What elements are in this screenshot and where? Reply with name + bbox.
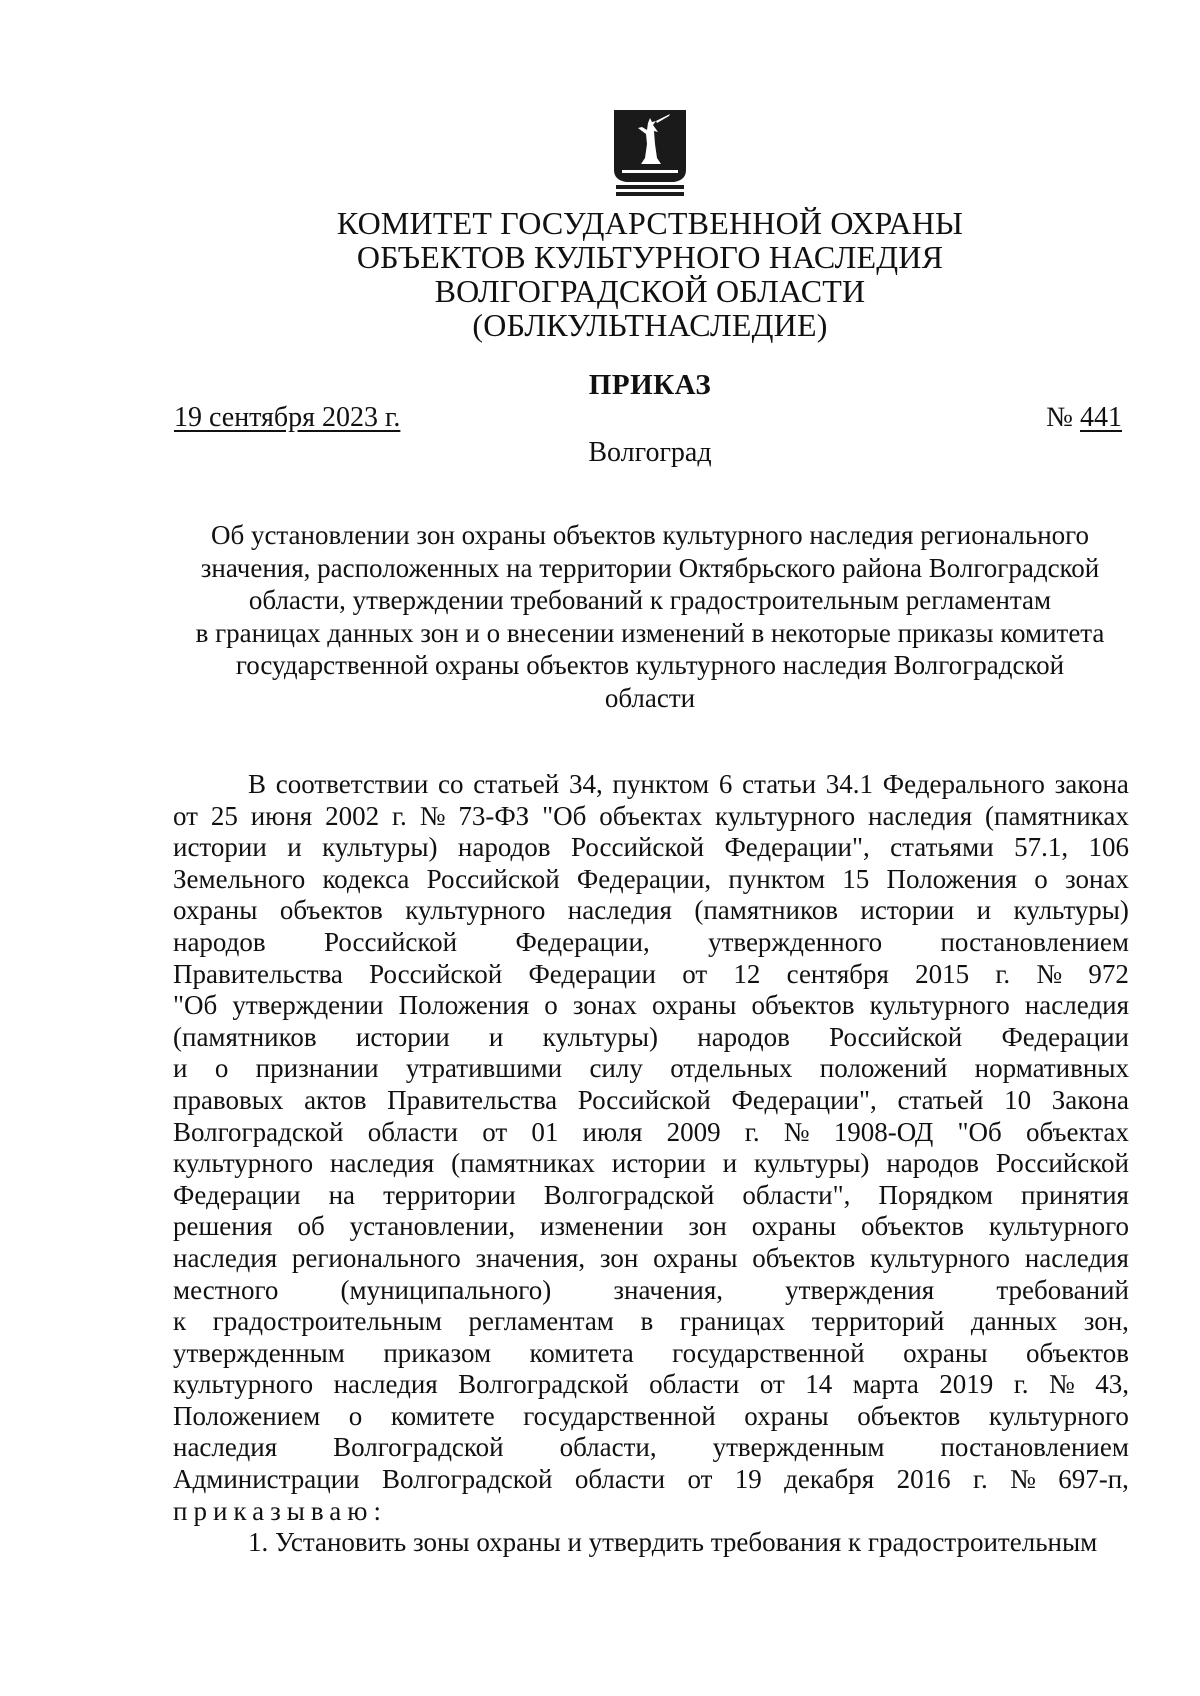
body-word: Федерации bbox=[173, 1179, 301, 1210]
body-word: Волгоградской bbox=[458, 1369, 629, 1400]
body-word: Волгоградской bbox=[543, 1179, 715, 1210]
body-word: местного bbox=[173, 1274, 279, 1305]
body-word: приказом bbox=[383, 1337, 492, 1368]
body-word: утвержденным bbox=[173, 1337, 345, 1368]
body-word: культурного bbox=[173, 1369, 314, 1400]
body-word: отдельных bbox=[670, 1053, 793, 1084]
body-word: "Об bbox=[542, 800, 587, 831]
body-word: о bbox=[348, 1400, 363, 1431]
body-word: июля bbox=[582, 1116, 643, 1147]
body-word: наследия bbox=[1024, 1242, 1129, 1273]
body-word: (памятниках bbox=[985, 800, 1129, 831]
body-word: комитета bbox=[529, 1337, 634, 1368]
body-word: статьи bbox=[742, 769, 817, 799]
body-line bbox=[173, 1527, 1129, 1559]
body-word: Волгоградской bbox=[381, 1464, 553, 1495]
body-word: сентября bbox=[786, 958, 889, 989]
body-line bbox=[173, 1117, 1129, 1149]
body-word: культурного bbox=[869, 1242, 1011, 1273]
title-line: государственной охраны объектов культурного наследия Волгоградской bbox=[235, 650, 1065, 681]
body-word: установлении, bbox=[349, 1211, 516, 1242]
body-word: Администрации bbox=[173, 1464, 360, 1495]
body-word: декабря bbox=[784, 1464, 875, 1495]
body-word: наследия bbox=[173, 1432, 278, 1463]
body-word: № bbox=[783, 1116, 810, 1147]
body-word: В bbox=[248, 769, 267, 799]
body-line bbox=[173, 1432, 1129, 1464]
body-word: области", bbox=[742, 1179, 851, 1210]
body-word: статьями bbox=[890, 832, 994, 863]
body-word: народов bbox=[173, 926, 266, 957]
body-word: 6 bbox=[718, 769, 733, 799]
body-word: г. bbox=[744, 1116, 760, 1147]
body-word: Российской bbox=[324, 926, 458, 957]
body-word: государственной bbox=[672, 1337, 865, 1368]
body-word: на bbox=[328, 1179, 356, 1210]
body-word: Правительства bbox=[387, 1084, 558, 1115]
body-word: 2015 bbox=[915, 958, 970, 989]
body-word: народов bbox=[886, 1148, 979, 1179]
body-word: 2009 bbox=[666, 1116, 721, 1147]
body-word: и bbox=[722, 1148, 738, 1179]
body-word: № bbox=[1036, 958, 1063, 989]
body-line bbox=[173, 769, 1129, 801]
body-word: № bbox=[1010, 1464, 1036, 1495]
body-word: 57.1, bbox=[1014, 832, 1069, 863]
body-word: зонах bbox=[1064, 863, 1129, 894]
body-word: от bbox=[482, 1116, 508, 1147]
body-word: территории bbox=[383, 1179, 516, 1210]
body-word: объектов bbox=[752, 1242, 856, 1273]
body-word: истории bbox=[611, 1148, 706, 1179]
body-word: охраны bbox=[744, 1400, 829, 1431]
body-word: и bbox=[287, 832, 302, 863]
body-line bbox=[173, 1243, 1129, 1275]
body-word: 697-п, bbox=[1058, 1464, 1129, 1495]
body-word: июня bbox=[250, 800, 313, 831]
body-word: 2019 bbox=[939, 1369, 994, 1400]
body-word: 2002 bbox=[325, 800, 380, 831]
organization-name bbox=[250, 206, 1050, 342]
body-word: Российской bbox=[829, 1021, 963, 1052]
volgograd-region-emblem-icon bbox=[612, 108, 688, 198]
body-word: 972 bbox=[1088, 958, 1129, 989]
body-word: 25 bbox=[210, 800, 238, 831]
org-line: ВОЛГОГРАДСКОЙ ОБЛАСТИ bbox=[434, 273, 866, 309]
body-word: наследия bbox=[173, 1242, 278, 1273]
body-word: наследия bbox=[567, 895, 672, 926]
body-word: "Об bbox=[957, 1116, 1002, 1147]
body-word: закона bbox=[1054, 769, 1129, 799]
body-word: соответствии bbox=[275, 769, 429, 799]
body-word: области bbox=[574, 1464, 666, 1495]
body-word: объектов bbox=[751, 990, 855, 1021]
body-word: Закона bbox=[1051, 1084, 1129, 1115]
body-word: "Об bbox=[173, 990, 218, 1021]
body-word: постановлением bbox=[940, 926, 1129, 957]
body-word: истории bbox=[173, 832, 267, 863]
body-line bbox=[173, 801, 1129, 833]
body-word: 43, bbox=[1095, 1369, 1129, 1400]
body-word: Федерации bbox=[528, 958, 656, 989]
body-word: значения, bbox=[475, 1242, 586, 1273]
body-word: 73-ФЗ bbox=[458, 800, 530, 831]
body-word: о bbox=[1034, 863, 1048, 894]
body-word: области bbox=[649, 1369, 740, 1400]
body-word: пунктом bbox=[728, 863, 826, 894]
body-word: утвержденного bbox=[708, 926, 883, 957]
body-word: 14 bbox=[805, 1369, 833, 1400]
body-line bbox=[173, 832, 1129, 864]
body-word: Федерации, bbox=[576, 863, 712, 894]
body-word: актов bbox=[304, 1084, 367, 1115]
body-word: области, bbox=[559, 1432, 657, 1463]
document-body bbox=[173, 769, 1129, 1559]
document-city: Волгоград bbox=[588, 437, 712, 468]
title-line: в границах данных зон и о внесении изменений в некоторые приказы комитета bbox=[195, 617, 1105, 648]
body-line bbox=[173, 1401, 1129, 1433]
body-word: кодекса bbox=[322, 863, 410, 894]
body-word: марта bbox=[852, 1369, 919, 1400]
body-word: культурного bbox=[715, 800, 856, 831]
body-word: от bbox=[687, 1464, 713, 1495]
body-word: 15 bbox=[842, 863, 870, 894]
body-word: истории bbox=[355, 1021, 450, 1052]
body-word: народов bbox=[457, 832, 551, 863]
body-word: объектов bbox=[861, 1211, 965, 1242]
body-word: нормативных bbox=[974, 1053, 1129, 1084]
body-word: (муниципального) bbox=[340, 1274, 552, 1305]
body-word: охраны bbox=[173, 895, 258, 926]
body-word: Российской bbox=[426, 863, 560, 894]
body-word: 34.1 bbox=[825, 769, 874, 799]
body-word: объектах bbox=[1025, 1116, 1129, 1147]
body-word: регионального bbox=[291, 1242, 461, 1273]
body-word: 1908-ОД bbox=[833, 1116, 934, 1147]
body-word: объектах bbox=[599, 800, 703, 831]
title-line: области bbox=[604, 682, 696, 713]
body-word: наследия bbox=[868, 800, 973, 831]
body-word: принятия bbox=[1021, 1179, 1129, 1210]
body-word: истории bbox=[860, 895, 955, 926]
body-word: культуры) bbox=[753, 1148, 870, 1179]
org-line: (ОБЛКУЛЬТНАСЛЕДИЕ) bbox=[472, 307, 828, 343]
body-word: г. bbox=[1013, 1369, 1029, 1400]
title-line: значения, расположенных на территории Октябрьского района Волгоградской bbox=[200, 552, 1100, 583]
body-word: правовых bbox=[173, 1084, 284, 1115]
body-word: наследия bbox=[1024, 990, 1129, 1021]
body-word: данных bbox=[970, 1306, 1058, 1337]
body-word: и bbox=[976, 895, 992, 926]
body-line bbox=[173, 1338, 1129, 1370]
document-title bbox=[170, 519, 1130, 715]
body-line bbox=[173, 1022, 1129, 1054]
body-word: приказываю: bbox=[173, 1495, 387, 1526]
document-number bbox=[1046, 402, 1122, 434]
body-word: культуры) bbox=[322, 832, 438, 863]
body-word: и bbox=[173, 1053, 188, 1084]
body-line bbox=[173, 1306, 1129, 1338]
document-date: 19 сентября 2023 г. bbox=[174, 402, 401, 433]
body-word: объектов bbox=[1025, 1337, 1129, 1368]
document-type: ПРИКАЗ bbox=[588, 369, 712, 401]
body-word: Правительства bbox=[173, 958, 343, 989]
body-word: от bbox=[759, 1369, 785, 1400]
body-word: от bbox=[173, 800, 198, 831]
title-line: области, утверждении требований к градостроительным регламентам bbox=[248, 585, 1052, 616]
body-word: комитете bbox=[390, 1400, 495, 1431]
body-line bbox=[173, 959, 1129, 991]
body-word: и bbox=[488, 1021, 504, 1052]
body-word: Волгоградской bbox=[333, 1432, 504, 1463]
body-word: 1. Установить зоны охраны и утвердить требования к градостроительным bbox=[248, 1527, 1098, 1558]
body-word: 34, bbox=[568, 769, 603, 799]
body-word: постановлением bbox=[940, 1432, 1129, 1463]
body-word: Федерации bbox=[1001, 1021, 1129, 1052]
body-word: утверждения bbox=[785, 1274, 935, 1305]
body-word: требований bbox=[996, 1274, 1129, 1305]
body-word: наследия bbox=[330, 1148, 435, 1179]
body-word: в bbox=[640, 1306, 654, 1337]
body-word: культурного bbox=[405, 895, 546, 926]
body-word: положений bbox=[819, 1053, 948, 1084]
body-word: государственной bbox=[523, 1400, 716, 1431]
body-word: Российской bbox=[995, 1148, 1129, 1179]
body-line bbox=[173, 1180, 1129, 1212]
body-word: Федерации, bbox=[515, 926, 650, 957]
body-word: г. bbox=[972, 1464, 988, 1495]
body-line bbox=[173, 1464, 1129, 1496]
body-word: о bbox=[544, 990, 558, 1021]
body-word: объектов bbox=[857, 1400, 961, 1431]
body-word: объектов bbox=[279, 895, 383, 926]
body-word: 2016 bbox=[896, 1464, 951, 1495]
body-line bbox=[173, 1148, 1129, 1180]
body-line bbox=[173, 895, 1129, 927]
body-word: культурного bbox=[988, 1211, 1129, 1242]
body-word: г. bbox=[995, 958, 1011, 989]
number-value: 441 bbox=[1080, 402, 1122, 433]
body-word: области bbox=[367, 1116, 458, 1147]
body-word: регламентам bbox=[468, 1306, 614, 1337]
body-word: решения bbox=[173, 1211, 273, 1242]
body-word: об bbox=[297, 1211, 325, 1242]
body-line bbox=[173, 1085, 1129, 1117]
body-word: 12 bbox=[733, 958, 761, 989]
body-word: Порядком bbox=[878, 1179, 993, 1210]
body-word: Волгоградской bbox=[173, 1116, 344, 1147]
body-word: № bbox=[419, 800, 446, 831]
body-word: о bbox=[214, 1053, 229, 1084]
body-word: градостроительным bbox=[212, 1306, 442, 1337]
body-word: Российской bbox=[369, 958, 503, 989]
body-word: Федерации", bbox=[731, 1084, 877, 1115]
body-word: культуры) bbox=[1013, 895, 1129, 926]
body-line bbox=[173, 1211, 1129, 1243]
body-word: зон, bbox=[1083, 1306, 1129, 1337]
body-word: от bbox=[682, 958, 708, 989]
body-word: охраны bbox=[652, 990, 737, 1021]
body-word: Положением bbox=[173, 1400, 321, 1431]
body-word: утверждении bbox=[232, 990, 384, 1021]
body-word: г. bbox=[392, 800, 407, 831]
body-word: статьей bbox=[473, 769, 560, 799]
body-word: Российской bbox=[577, 1084, 711, 1115]
body-word: (памятников bbox=[173, 1021, 317, 1052]
body-word: (памятников bbox=[694, 895, 838, 926]
body-word: изменении bbox=[539, 1211, 664, 1242]
body-word: пунктом bbox=[612, 769, 710, 799]
body-word: признании bbox=[255, 1053, 379, 1084]
body-word: 10 bbox=[1004, 1084, 1032, 1115]
body-line bbox=[173, 1496, 1129, 1528]
body-word: зонах bbox=[572, 990, 637, 1021]
body-word: охраны bbox=[653, 1242, 738, 1273]
body-line bbox=[173, 990, 1129, 1022]
body-word: культурного bbox=[869, 990, 1010, 1021]
body-line bbox=[173, 1369, 1129, 1401]
body-word: культурного bbox=[988, 1400, 1129, 1431]
body-word: Федерации", bbox=[724, 832, 870, 863]
body-word: наследия bbox=[333, 1369, 438, 1400]
body-word: культуры) bbox=[542, 1021, 658, 1052]
body-word: значения, bbox=[613, 1274, 724, 1305]
body-word: зон bbox=[599, 1242, 639, 1273]
body-line bbox=[173, 927, 1129, 959]
body-word: охраны bbox=[903, 1337, 988, 1368]
title-line: Об установлении зон охраны объектов культурного наследия регионального bbox=[210, 520, 1090, 550]
body-word: охраны bbox=[751, 1211, 837, 1242]
body-word: Российской bbox=[570, 832, 705, 863]
body-line bbox=[173, 1053, 1129, 1085]
number-prefix: № bbox=[1046, 402, 1080, 433]
body-word: 19 bbox=[734, 1464, 762, 1495]
body-word: Положения bbox=[886, 863, 1018, 894]
body-word: народов bbox=[697, 1021, 790, 1052]
body-word: территорий bbox=[811, 1306, 945, 1337]
body-word: Федерального bbox=[882, 769, 1045, 799]
body-word: со bbox=[438, 769, 464, 799]
body-word: зон bbox=[688, 1211, 727, 1242]
body-word: 106 bbox=[1088, 832, 1129, 863]
body-word: границах bbox=[679, 1306, 786, 1337]
body-word: силу bbox=[589, 1053, 643, 1084]
body-word: Земельного bbox=[173, 863, 306, 894]
body-word: (памятниках bbox=[451, 1148, 595, 1179]
body-word: № bbox=[1048, 1369, 1075, 1400]
body-word: к bbox=[173, 1306, 187, 1337]
body-word: утратившими bbox=[405, 1053, 563, 1084]
body-word: Положения bbox=[398, 990, 530, 1021]
body-word: 01 bbox=[531, 1116, 559, 1147]
body-word: культурного bbox=[173, 1148, 314, 1179]
org-line: КОМИТЕТ ГОСУДАРСТВЕННОЙ ОХРАНЫ bbox=[336, 205, 964, 241]
body-line bbox=[173, 864, 1129, 896]
org-line: ОБЪЕКТОВ КУЛЬТУРНОГО НАСЛЕДИЯ bbox=[356, 239, 944, 275]
body-word: утвержденным bbox=[712, 1432, 885, 1463]
body-line bbox=[173, 1275, 1129, 1307]
body-word: статьей bbox=[897, 1084, 984, 1115]
